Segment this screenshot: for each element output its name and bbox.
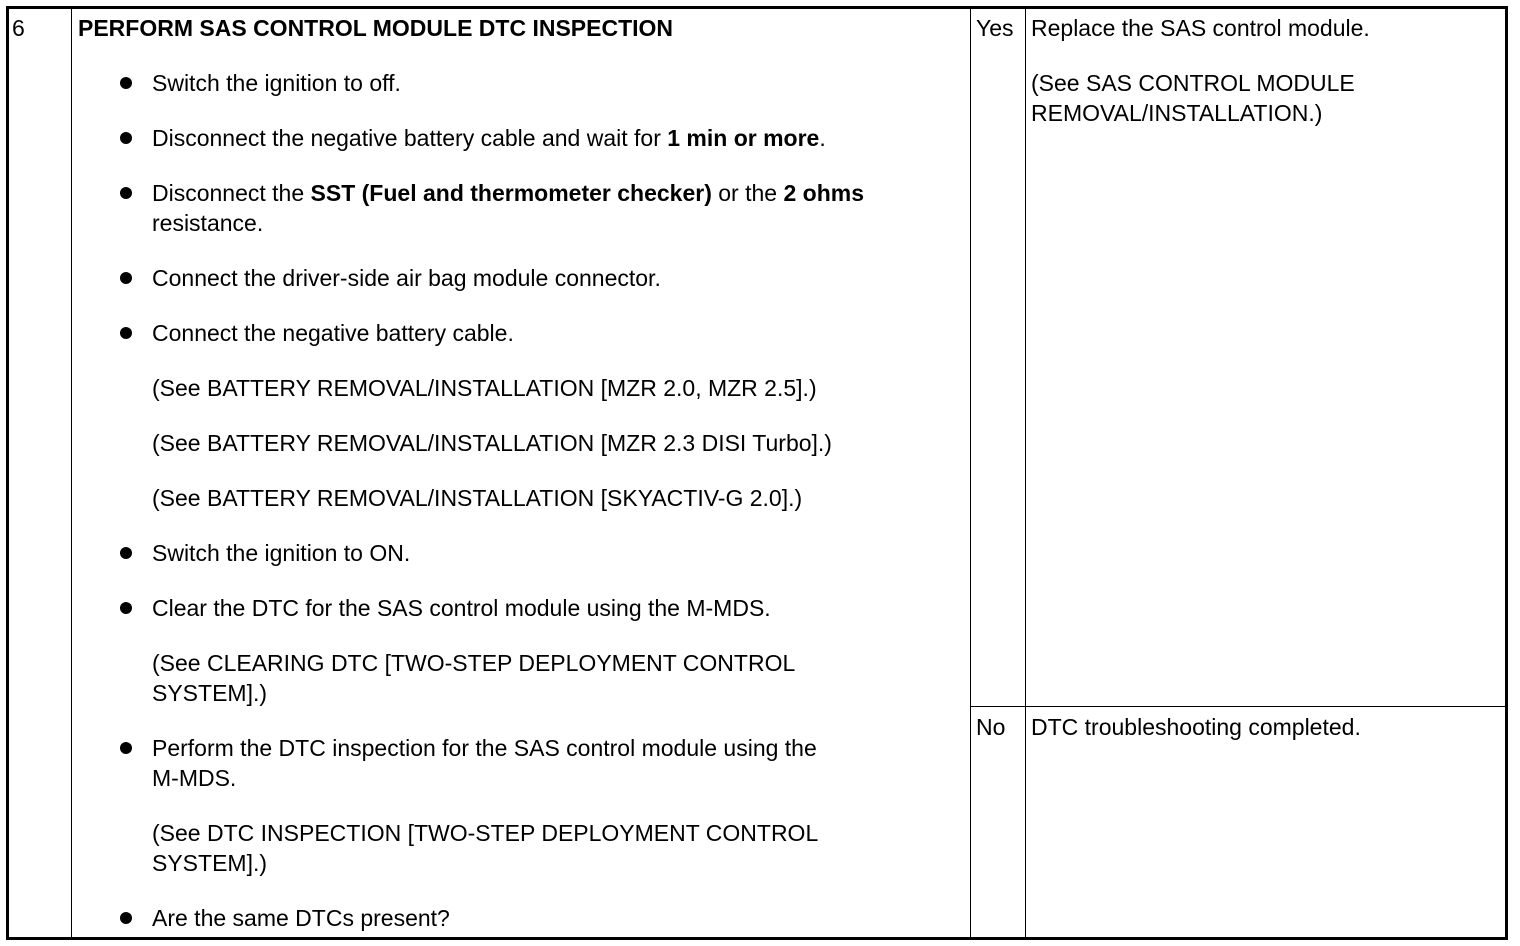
yes-reference-link-continuation[interactable]: REMOVAL/INSTALLATION.) <box>1031 100 1323 126</box>
bullet-icon <box>120 602 132 614</box>
reference-link-continuation[interactable]: SYSTEM].) <box>152 850 268 876</box>
reference-link[interactable]: (See BATTERY REMOVAL/INSTALLATION [MZR 2.0, MZR 2.5].) <box>152 375 817 401</box>
procedure-item: Perform the DTC inspection for the SAS control module using the <box>152 735 817 761</box>
no-action: DTC troubleshooting completed. <box>1031 714 1361 740</box>
bullet-icon <box>120 272 132 284</box>
procedure-item: Connect the negative battery cable. <box>152 320 514 346</box>
reference-link-continuation[interactable]: SYSTEM].) <box>152 680 268 706</box>
yes-label: Yes <box>976 15 1014 41</box>
column-divider <box>970 9 971 937</box>
procedure-item: Disconnect the negative battery cable and wait for 1 min or more. <box>152 125 826 151</box>
reference-link[interactable]: (See CLEARING DTC [TWO-STEP DEPLOYMENT CONTROL <box>152 650 796 676</box>
bullet-icon <box>120 742 132 754</box>
procedure-item: Clear the DTC for the SAS control module using the M-MDS. <box>152 595 771 621</box>
procedure-item: Switch the ignition to off. <box>152 70 401 96</box>
procedure-item: Disconnect the SST (Fuel and thermometer checker) or the 2 ohms <box>152 180 865 206</box>
yes-action: Replace the SAS control module. <box>1031 15 1370 41</box>
bullet-icon <box>120 327 132 339</box>
bullet-icon <box>120 77 132 89</box>
procedure-item-continuation: M-MDS. <box>152 765 237 791</box>
reference-link[interactable]: (See BATTERY REMOVAL/INSTALLATION [SKYACTIV-G 2.0].) <box>152 485 803 511</box>
bullet-icon <box>120 547 132 559</box>
no-label: No <box>976 714 1006 740</box>
procedure-question: Are the same DTCs present? <box>152 905 450 931</box>
bullet-icon <box>120 187 132 199</box>
column-divider <box>1025 9 1026 937</box>
yes-reference-link[interactable]: (See SAS CONTROL MODULE <box>1031 70 1355 96</box>
procedure-item: Connect the driver-side air bag module connector. <box>152 265 661 291</box>
column-divider <box>71 9 72 937</box>
reference-link[interactable]: (See DTC INSPECTION [TWO-STEP DEPLOYMENT CONTROL <box>152 820 819 846</box>
bullet-icon <box>120 132 132 144</box>
procedure-item-continuation: resistance. <box>152 210 264 236</box>
bullet-icon <box>120 912 132 924</box>
step-number: 6 <box>12 15 25 41</box>
procedure-item: Switch the ignition to ON. <box>152 540 411 566</box>
step-title: PERFORM SAS CONTROL MODULE DTC INSPECTION <box>78 15 674 41</box>
reference-link[interactable]: (See BATTERY REMOVAL/INSTALLATION [MZR 2.3 DISI Turbo].) <box>152 430 832 456</box>
row-divider <box>970 706 1505 707</box>
